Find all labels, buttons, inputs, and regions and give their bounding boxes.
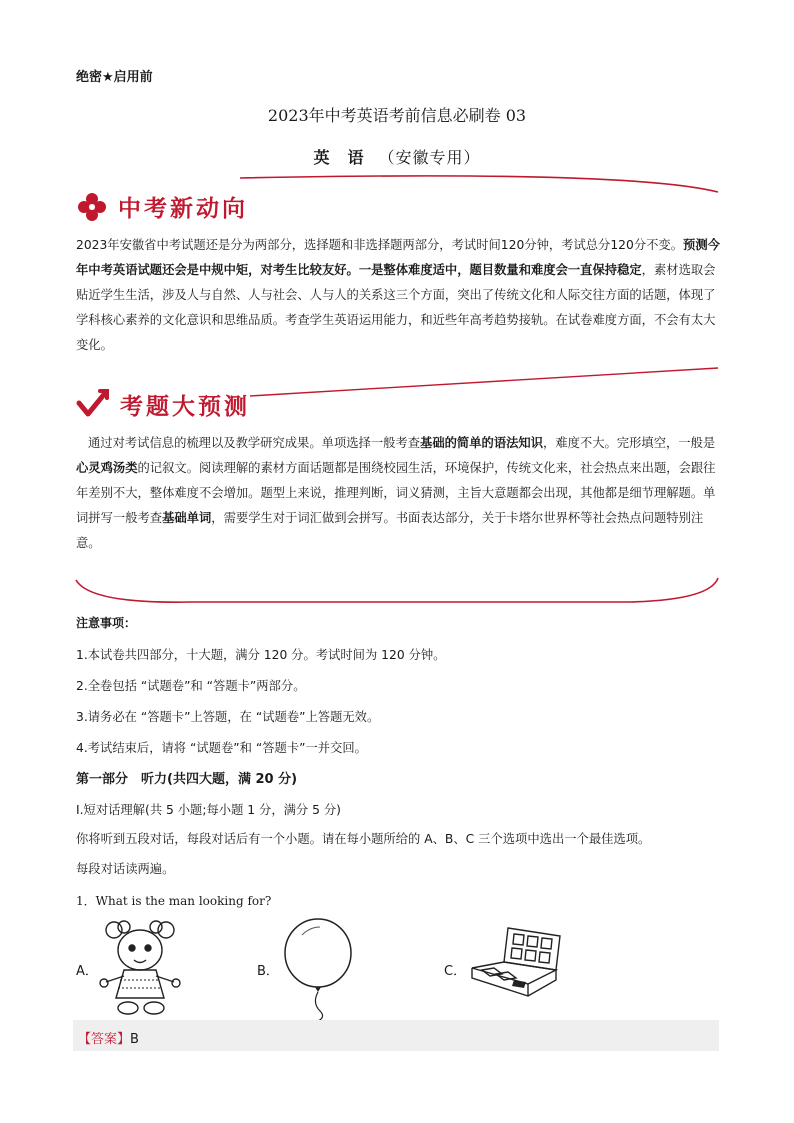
question-1: 1．What is the man looking for? — [76, 894, 272, 908]
forecast-header — [76, 387, 250, 421]
balloon-image — [282, 917, 354, 1021]
section-heading: Ⅰ.短对话理解(共 5 小题;每小题 1 分，满分 5 分) — [76, 803, 341, 817]
paint-box-image — [468, 924, 564, 1010]
trend-heading: 中考新动向 — [118, 196, 248, 222]
note-item: 4.考试结束后，请将 “试题卷”和 “答题卡”一并交回。 — [76, 741, 367, 755]
trend-text-1: 2023年安徽省中考试题还是分为两部分，选择题和非选择题两部分，考试时间120分钟，考试总分120分不变。 — [76, 238, 684, 252]
trend-header — [76, 190, 248, 223]
forecast-heading: 考题大预测 — [120, 393, 250, 420]
forecast-bold-3: 基础单词 — [162, 511, 212, 525]
notes-heading: 注意事项： — [76, 616, 137, 630]
check-arrow-icon — [76, 387, 112, 421]
option-b-label: B． — [257, 964, 279, 979]
paper-title: 2023年中考英语考前信息必刷卷 03 — [267, 106, 527, 125]
option-c-label: C． — [444, 964, 467, 979]
subject-title — [0, 145, 794, 168]
note-item: 2.全卷包括 “试题卷”和 “答题卡”两部分。 — [76, 679, 306, 693]
clover-icon — [76, 191, 108, 223]
answer-value: B — [130, 1032, 139, 1047]
answer-label: 【答案】 — [78, 1032, 131, 1047]
trend-paragraph — [76, 233, 721, 358]
forecast-text-2: ，难度不大。完形填空，一般是 — [543, 436, 716, 450]
instruction-line: 你将听到五段对话，每段对话后有一个小题。请在每小题所给的 A、B、C 三个选项中选出一个最佳选项。 — [76, 832, 651, 846]
doll-image — [98, 920, 182, 1018]
forecast-bold-1: 基础的简单的语法知识 — [420, 436, 544, 450]
forecast-text-3: 的记叙文。阅读理解的素材方面话题都是围绕校园生活，环境保护，传统文化来，社会热点来出题，会跟往年差别不大，整体难度不会增加。题型上来说，推理判断，词义猜测，主旨大意题都会出现，其他都是细节理解题。单词拼写一般考查 — [76, 461, 716, 525]
answer-bar — [73, 1020, 719, 1051]
subject-note: （安徽专用） — [378, 148, 481, 167]
subject-main: 英 语 — [313, 148, 365, 167]
note-item: 3.请务必在 “答题卡”上答题，在 “试题卷”上答题无效。 — [76, 710, 380, 724]
forecast-paragraph — [76, 431, 721, 556]
trend-text-2: ，素材选取会贴近学生生活，涉及人与自然、人与社会、人与人的关系这三个方面，突出了传统文化和人际交往方面的话题，体现了学科核心素养的文化意识和思维品质。考查学生英语运用能力，和近些年高考趋势接轨。在试卷难度方面，不会有太大变化。 — [76, 263, 716, 352]
confidential-label: 绝密★启用前 — [76, 70, 153, 85]
trend-text-bold: 预测今年中考英语试题还会是中规中矩，对考生比较友好。一是整体难度适中，题目数量和难度会一直保持稳定 — [76, 238, 720, 277]
instruction-line: 每段对话读两遍。 — [76, 862, 175, 876]
forecast-text-1: 通过对考试信息的梳理以及教学研究成果。单项选择一般考查 — [88, 436, 421, 450]
option-a-label: A． — [76, 964, 98, 979]
forecast-bold-2: 心灵鸡汤类 — [76, 461, 138, 475]
note-item: 1.本试卷共四部分，十大题，满分 120 分。考试时间为 120 分钟。 — [76, 648, 446, 662]
forecast-text-4: ，需要学生对于词汇做到会拼写。书面表达部分，关于卡塔尔世界杯等社会热点问题特别注意。 — [76, 511, 704, 550]
part1-heading: 第一部分 听力(共四大题，满 20 分) — [76, 772, 298, 787]
answer — [78, 1028, 139, 1047]
